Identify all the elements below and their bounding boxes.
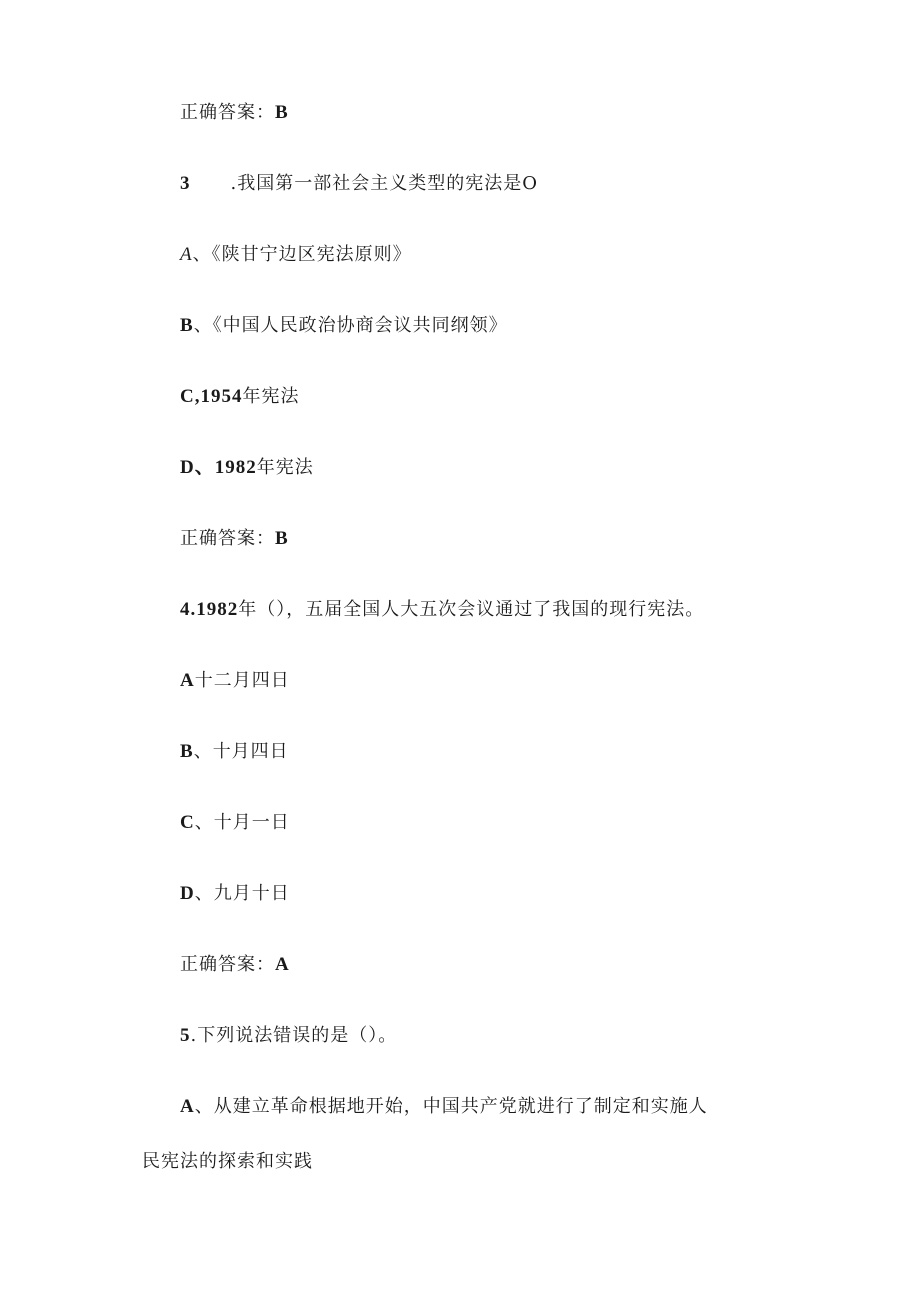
- option-a: [180, 243, 412, 267]
- option-b: [180, 740, 289, 764]
- option-text: 十月四日: [212, 741, 289, 762]
- option-d: [180, 456, 314, 480]
- option-sep: 、: [193, 741, 213, 762]
- option-key: C: [180, 812, 195, 833]
- option-text-continued: 民宪法的探索和实践: [142, 1151, 313, 1172]
- option-a-continued: [142, 1150, 313, 1174]
- question-text: .下列说法错误的是（）。: [190, 1025, 398, 1046]
- option-sep: 、: [192, 244, 212, 265]
- option-text: 九月十日: [213, 883, 290, 904]
- option-sep: 、: [193, 315, 213, 336]
- answer-label: 正确答案：: [180, 102, 275, 123]
- option-sep: 、: [194, 883, 214, 904]
- option-text: 年宪法: [256, 457, 314, 478]
- answer-line: [180, 953, 290, 977]
- question-number: 3: [180, 173, 191, 194]
- question-number: 4.1982: [180, 599, 239, 620]
- option-key: D、1982: [180, 457, 257, 478]
- option-c: [180, 385, 299, 409]
- option-c: [180, 811, 290, 835]
- option-key: A: [180, 244, 193, 265]
- answer-line: [180, 101, 289, 125]
- answer-value: A: [275, 954, 290, 975]
- option-key: A: [180, 670, 195, 691]
- question-text: .我国第一部社会主义类型的宪法是O: [230, 173, 538, 194]
- option-text: 《陕甘宁边区宪法原则》: [211, 244, 412, 265]
- question-number: 5: [180, 1025, 191, 1046]
- question-5: [180, 1024, 397, 1048]
- answer-label: 正确答案：: [180, 528, 275, 549]
- option-key: B: [180, 315, 194, 336]
- option-sep: 、: [194, 812, 214, 833]
- option-key: A: [180, 1096, 195, 1117]
- option-a: [180, 669, 290, 693]
- option-key: D: [180, 883, 195, 904]
- answer-value: B: [275, 102, 289, 123]
- option-d: [180, 882, 290, 906]
- option-text: 十二月四日: [194, 670, 290, 691]
- option-text: 年宪法: [242, 386, 300, 407]
- option-sep: 、: [194, 1096, 214, 1117]
- question-text: 年（），五届全国人大五次会议通过了我国的现行宪法。: [238, 599, 705, 620]
- question-3: [180, 172, 538, 196]
- option-text: 十月一日: [213, 812, 290, 833]
- answer-label: 正确答案：: [180, 954, 275, 975]
- option-text: 从建立革命根据地开始，中国共产党就进行了制定和实施人: [213, 1096, 708, 1117]
- option-key: C,1954: [180, 386, 243, 407]
- option-a: [180, 1095, 708, 1119]
- answer-value: B: [275, 528, 289, 549]
- option-text: 《中国人民政治协商会议共同纲领》: [212, 315, 508, 336]
- question-4: [180, 598, 704, 622]
- option-key: B: [180, 741, 194, 762]
- option-b: [180, 314, 508, 338]
- answer-line: [180, 527, 289, 551]
